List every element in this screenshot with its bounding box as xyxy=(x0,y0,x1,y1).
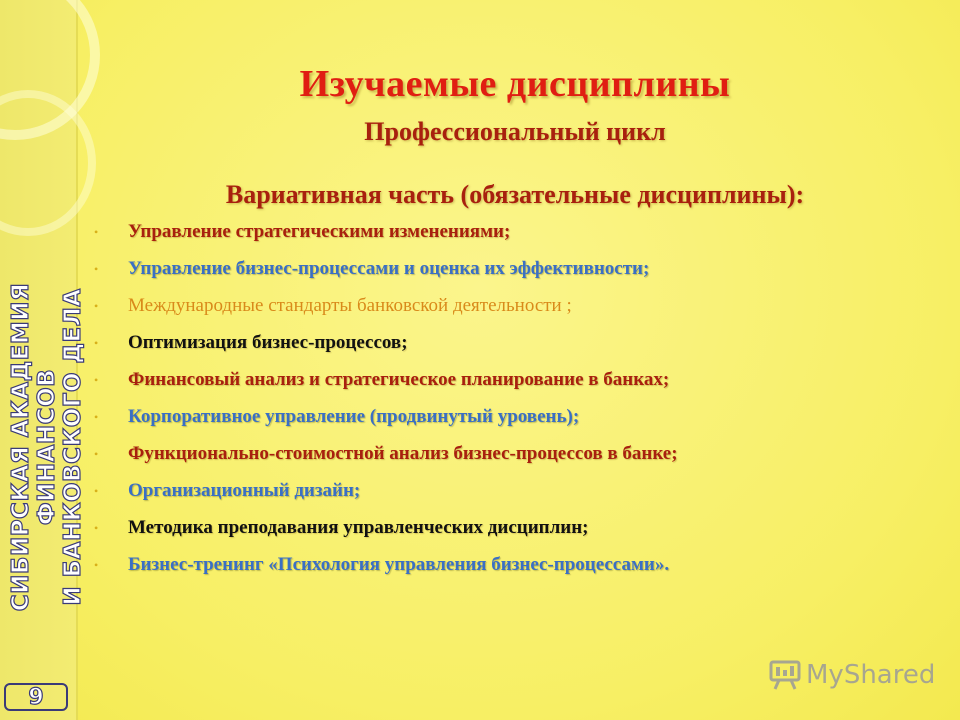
slide-subtitle: Профессиональный цикл xyxy=(364,117,666,146)
course-list xyxy=(88,215,928,585)
myshared-watermark[interactable] xyxy=(768,655,935,695)
course-name: Организационный дизайн; xyxy=(128,480,361,501)
bullet-icon: • xyxy=(94,262,99,276)
bullet-icon: • xyxy=(94,558,99,572)
course-name: Управление стратегическими изменениями; xyxy=(128,221,511,242)
slide-title: Изучаемые дисциплины xyxy=(299,63,731,105)
bullet-icon: • xyxy=(94,410,99,424)
course-name: Управление бизнес-процессами и оценка их эффективности; xyxy=(128,258,650,279)
bullet-icon: • xyxy=(94,299,99,313)
academy-name-line2: И БАНКОВСКОГО ДЕЛА xyxy=(60,288,86,606)
course-name: Финансовый анализ и стратегическое планирование в банках; xyxy=(128,369,670,390)
sidebar xyxy=(0,0,86,720)
presentation-board-icon xyxy=(768,658,802,692)
bullet-icon: • xyxy=(94,521,99,535)
bullet-icon: • xyxy=(94,484,99,498)
list-item xyxy=(88,289,928,326)
course-name: Оптимизация бизнес-процессов; xyxy=(128,332,408,353)
list-item xyxy=(88,326,928,363)
list-item xyxy=(88,252,928,289)
bullet-icon: • xyxy=(94,336,99,350)
academy-name-vertical xyxy=(8,222,86,672)
bullet-icon: • xyxy=(94,373,99,387)
watermark-text: MyShared xyxy=(806,660,936,690)
bullet-icon: • xyxy=(94,447,99,461)
course-name: Международные стандарты банковской деятельности ; xyxy=(128,295,572,316)
list-item xyxy=(88,474,928,511)
list-item xyxy=(88,437,928,474)
page-number: 9 xyxy=(4,683,68,711)
decorative-arc xyxy=(0,90,96,236)
section-heading: Вариативная часть (обязательные дисциплины): xyxy=(225,180,805,209)
academy-name-line1: СИБИРСКАЯ АКАДЕМИЯ ФИНАНСОВ xyxy=(8,282,60,612)
list-item xyxy=(88,511,928,548)
course-name: Корпоративное управление (продвинутый уровень); xyxy=(128,406,580,427)
course-name: Функционально-стоимостной анализ бизнес-процессов в банке; xyxy=(128,443,678,464)
list-item xyxy=(88,363,928,400)
course-name: Методика преподавания управленческих дисциплин; xyxy=(128,517,589,538)
list-item xyxy=(88,215,928,252)
bullet-icon: • xyxy=(94,225,99,239)
list-item xyxy=(88,548,928,585)
course-name: Бизнес-тренинг «Психология управления бизнес-процессами». xyxy=(128,554,670,575)
list-item xyxy=(88,400,928,437)
